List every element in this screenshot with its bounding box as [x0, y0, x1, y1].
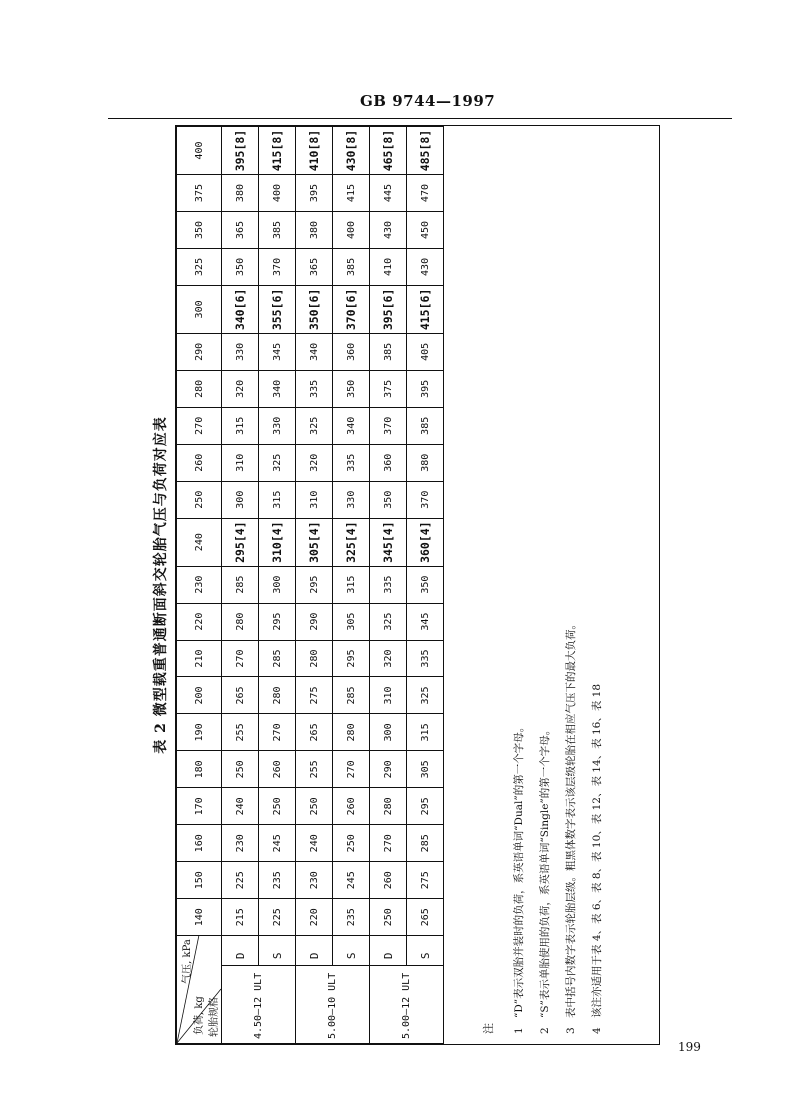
tire-size-cell: 4.50—12 ULT: [222, 966, 296, 1044]
pressure-header-cell: 140: [177, 899, 222, 936]
load-value-cell: 360: [333, 333, 370, 370]
load-value-cell: 315: [259, 481, 296, 518]
load-value-cell: 350: [370, 481, 407, 518]
load-value-cell: 350: [333, 370, 370, 407]
load-value-cell: 400: [259, 175, 296, 212]
note-text: “S”表示单胎使用的负荷，系英语单词“Single”的第一个字母。: [539, 724, 551, 1018]
load-type-cell: D: [370, 936, 407, 966]
load-value-cell: 445: [370, 175, 407, 212]
note-number: 2: [539, 1027, 551, 1034]
load-value-cell: 305: [407, 751, 444, 788]
load-value-cell: 340: [259, 370, 296, 407]
tire-size-cell: 5.00—10 ULT: [296, 966, 370, 1044]
note-number: 1: [513, 1027, 525, 1034]
load-value-cell: 370[6]: [333, 285, 370, 333]
load-value-cell: 330: [259, 407, 296, 444]
load-value-cell: 225: [222, 862, 259, 899]
load-value-cell: 320: [296, 444, 333, 481]
load-value-cell: 465[8]: [370, 127, 407, 175]
table-row: [259, 127, 296, 1044]
pressure-header-cell: 250: [177, 481, 222, 518]
load-value-cell: 265: [222, 677, 259, 714]
load-value-cell: 310: [222, 444, 259, 481]
load-value-cell: 260: [259, 751, 296, 788]
standard-number-header: GB 9744—1997: [360, 92, 496, 110]
load-value-cell: 330: [333, 481, 370, 518]
load-value-cell: 355[6]: [259, 285, 296, 333]
load-value-cell: 270: [370, 825, 407, 862]
load-value-cell: 335: [333, 444, 370, 481]
pressure-label: 气压, kPa: [182, 939, 193, 984]
load-value-cell: 360[4]: [407, 518, 444, 566]
load-value-cell: 385: [407, 407, 444, 444]
load-value-cell: 450: [407, 212, 444, 249]
load-value-cell: 330: [222, 333, 259, 370]
load-value-cell: 230: [296, 862, 333, 899]
note-number: 3: [565, 1027, 577, 1034]
load-value-cell: 290: [370, 751, 407, 788]
load-value-cell: 255: [222, 714, 259, 751]
load-value-cell: 430: [370, 212, 407, 249]
load-value-cell: 295[4]: [222, 518, 259, 566]
pressure-header-cell: 160: [177, 825, 222, 862]
notes-section: [476, 434, 610, 1034]
load-value-cell: 220: [296, 899, 333, 936]
pressure-header-cell: 190: [177, 714, 222, 751]
load-value-cell: 280: [222, 603, 259, 640]
load-value-cell: 280: [370, 788, 407, 825]
load-type-cell: S: [407, 936, 444, 966]
load-value-cell: 415[8]: [259, 127, 296, 175]
table-row: [333, 127, 370, 1044]
page-number: 199: [678, 1040, 701, 1054]
load-value-cell: 240: [222, 788, 259, 825]
load-type-cell: S: [259, 936, 296, 966]
load-value-cell: 350: [407, 566, 444, 603]
pressure-header-cell: 180: [177, 751, 222, 788]
load-value-cell: 410[8]: [296, 127, 333, 175]
tire-size-label: 轮胎规格: [209, 997, 220, 1037]
load-value-cell: 320: [370, 640, 407, 677]
load-value-cell: 270: [222, 640, 259, 677]
load-value-cell: 325[4]: [333, 518, 370, 566]
load-value-cell: 290: [296, 603, 333, 640]
load-value-cell: 280: [296, 640, 333, 677]
load-value-cell: 370: [370, 407, 407, 444]
load-value-cell: 285: [407, 825, 444, 862]
load-value-cell: 250: [333, 825, 370, 862]
pressure-header-cell: 210: [177, 640, 222, 677]
load-value-cell: 310: [296, 481, 333, 518]
load-value-cell: 385: [370, 333, 407, 370]
load-value-cell: 395: [407, 370, 444, 407]
load-value-cell: 485[8]: [407, 127, 444, 175]
load-value-cell: 415: [333, 175, 370, 212]
load-pressure-table: [176, 126, 444, 1044]
load-value-cell: 245: [333, 862, 370, 899]
load-value-cell: 325: [296, 407, 333, 444]
table-row: [407, 127, 444, 1044]
load-value-cell: 285: [259, 640, 296, 677]
load-value-cell: 415[6]: [407, 285, 444, 333]
load-value-cell: 315: [222, 407, 259, 444]
table-row: [370, 127, 407, 1044]
load-value-cell: 370: [407, 481, 444, 518]
pressure-header-cell: 375: [177, 175, 222, 212]
load-value-cell: 395: [296, 175, 333, 212]
load-value-cell: 380: [222, 175, 259, 212]
load-value-cell: 410: [370, 248, 407, 285]
load-value-cell: 360: [370, 444, 407, 481]
pressure-header-cell: 150: [177, 862, 222, 899]
load-value-cell: 280: [333, 714, 370, 751]
load-value-cell: 255: [296, 751, 333, 788]
load-value-cell: 295: [333, 640, 370, 677]
table-frame: [175, 125, 660, 1045]
corner-header-cell: [177, 936, 222, 1044]
load-type-cell: D: [296, 936, 333, 966]
load-value-cell: 270: [259, 714, 296, 751]
load-value-cell: 275: [296, 677, 333, 714]
load-value-cell: 470: [407, 175, 444, 212]
load-value-cell: 350[6]: [296, 285, 333, 333]
load-value-cell: 245: [259, 825, 296, 862]
pressure-header-cell: 220: [177, 603, 222, 640]
pressure-header-cell: 350: [177, 212, 222, 249]
pressure-header-cell: 240: [177, 518, 222, 566]
pressure-header-cell: 200: [177, 677, 222, 714]
load-value-cell: 270: [333, 751, 370, 788]
load-value-cell: 285: [222, 566, 259, 603]
load-value-cell: 345: [259, 333, 296, 370]
load-value-cell: 395[6]: [370, 285, 407, 333]
load-value-cell: 275: [407, 862, 444, 899]
pressure-header-cell: 300: [177, 285, 222, 333]
load-value-cell: 335: [407, 640, 444, 677]
table-row: [222, 127, 259, 1044]
header-rule: [108, 118, 732, 119]
pressure-header-cell: 270: [177, 407, 222, 444]
load-value-cell: 325: [407, 677, 444, 714]
load-value-cell: 365: [296, 248, 333, 285]
load-value-cell: 300: [259, 566, 296, 603]
load-type-cell: D: [222, 936, 259, 966]
rotated-table-region: [150, 125, 660, 1045]
load-value-cell: 380: [407, 444, 444, 481]
load-value-cell: 340: [333, 407, 370, 444]
load-value-cell: 400: [333, 212, 370, 249]
load-value-cell: 235: [333, 899, 370, 936]
load-value-cell: 370: [259, 248, 296, 285]
note-item: [506, 434, 532, 1034]
note-item: [584, 434, 610, 1034]
load-value-cell: 430[8]: [333, 127, 370, 175]
table-header-row: [177, 127, 222, 1044]
load-value-cell: 265: [296, 714, 333, 751]
note-text: 表中括号内数字表示轮胎层级。粗黑体数字表示该层级轮胎在相应气压下的最大负荷。: [565, 619, 577, 1018]
load-value-cell: 340: [296, 333, 333, 370]
load-value-cell: 405: [407, 333, 444, 370]
load-value-cell: 310[4]: [259, 518, 296, 566]
load-value-cell: 430: [407, 248, 444, 285]
load-value-cell: 325: [259, 444, 296, 481]
note-item: [532, 434, 558, 1034]
load-value-cell: 335: [370, 566, 407, 603]
load-label: 负荷, kg: [194, 996, 205, 1035]
load-value-cell: 305[4]: [296, 518, 333, 566]
load-value-cell: 230: [222, 825, 259, 862]
load-value-cell: 295: [259, 603, 296, 640]
pressure-header-cell: 280: [177, 370, 222, 407]
load-value-cell: 295: [407, 788, 444, 825]
load-value-cell: 250: [222, 751, 259, 788]
load-value-cell: 320: [222, 370, 259, 407]
load-value-cell: 250: [259, 788, 296, 825]
load-value-cell: 250: [296, 788, 333, 825]
load-value-cell: 300: [370, 714, 407, 751]
load-value-cell: 295: [296, 566, 333, 603]
note-number: 4: [591, 1027, 603, 1034]
load-value-cell: 285: [333, 677, 370, 714]
notes-heading: 注: [482, 1023, 495, 1034]
load-value-cell: 350: [222, 248, 259, 285]
load-value-cell: 380: [296, 212, 333, 249]
load-value-cell: 375: [370, 370, 407, 407]
notes-list: [506, 434, 610, 1034]
table-row: [296, 127, 333, 1044]
load-type-cell: S: [333, 936, 370, 966]
pressure-header-cell: 400: [177, 127, 222, 175]
load-value-cell: 280: [259, 677, 296, 714]
load-value-cell: 315: [333, 566, 370, 603]
load-value-cell: 335: [296, 370, 333, 407]
load-value-cell: 235: [259, 862, 296, 899]
note-text: 该注亦适用于表 4、表 6、表 8、表 10、表 12、表 14、表 16、表 18: [591, 683, 603, 1018]
pressure-header-cell: 260: [177, 444, 222, 481]
load-value-cell: 225: [259, 899, 296, 936]
load-value-cell: 260: [333, 788, 370, 825]
load-value-cell: 325: [370, 603, 407, 640]
pressure-header-cell: 325: [177, 248, 222, 285]
note-item: [558, 434, 584, 1034]
load-value-cell: 300: [222, 481, 259, 518]
load-value-cell: 265: [407, 899, 444, 936]
load-value-cell: 345[4]: [370, 518, 407, 566]
table-title: 表 2 微型载重普通断面斜交轮胎气压与负荷对应表: [153, 416, 169, 754]
load-value-cell: 305: [333, 603, 370, 640]
pressure-header-cell: 170: [177, 788, 222, 825]
pressure-header-cell: 290: [177, 333, 222, 370]
load-value-cell: 260: [370, 862, 407, 899]
load-value-cell: 340[6]: [222, 285, 259, 333]
load-value-cell: 345: [407, 603, 444, 640]
load-value-cell: 315: [407, 714, 444, 751]
load-value-cell: 365: [222, 212, 259, 249]
load-value-cell: 385: [333, 248, 370, 285]
pressure-header-cell: 230: [177, 566, 222, 603]
tire-size-cell: 5.00—12 ULT: [370, 966, 444, 1044]
load-value-cell: 215: [222, 899, 259, 936]
load-value-cell: 250: [370, 899, 407, 936]
load-value-cell: 310: [370, 677, 407, 714]
load-value-cell: 395[8]: [222, 127, 259, 175]
load-value-cell: 385: [259, 212, 296, 249]
load-value-cell: 240: [296, 825, 333, 862]
note-text: “D”表示双胎并装时的负荷，系英语单词“Dual”的第一个字母。: [513, 721, 525, 1018]
